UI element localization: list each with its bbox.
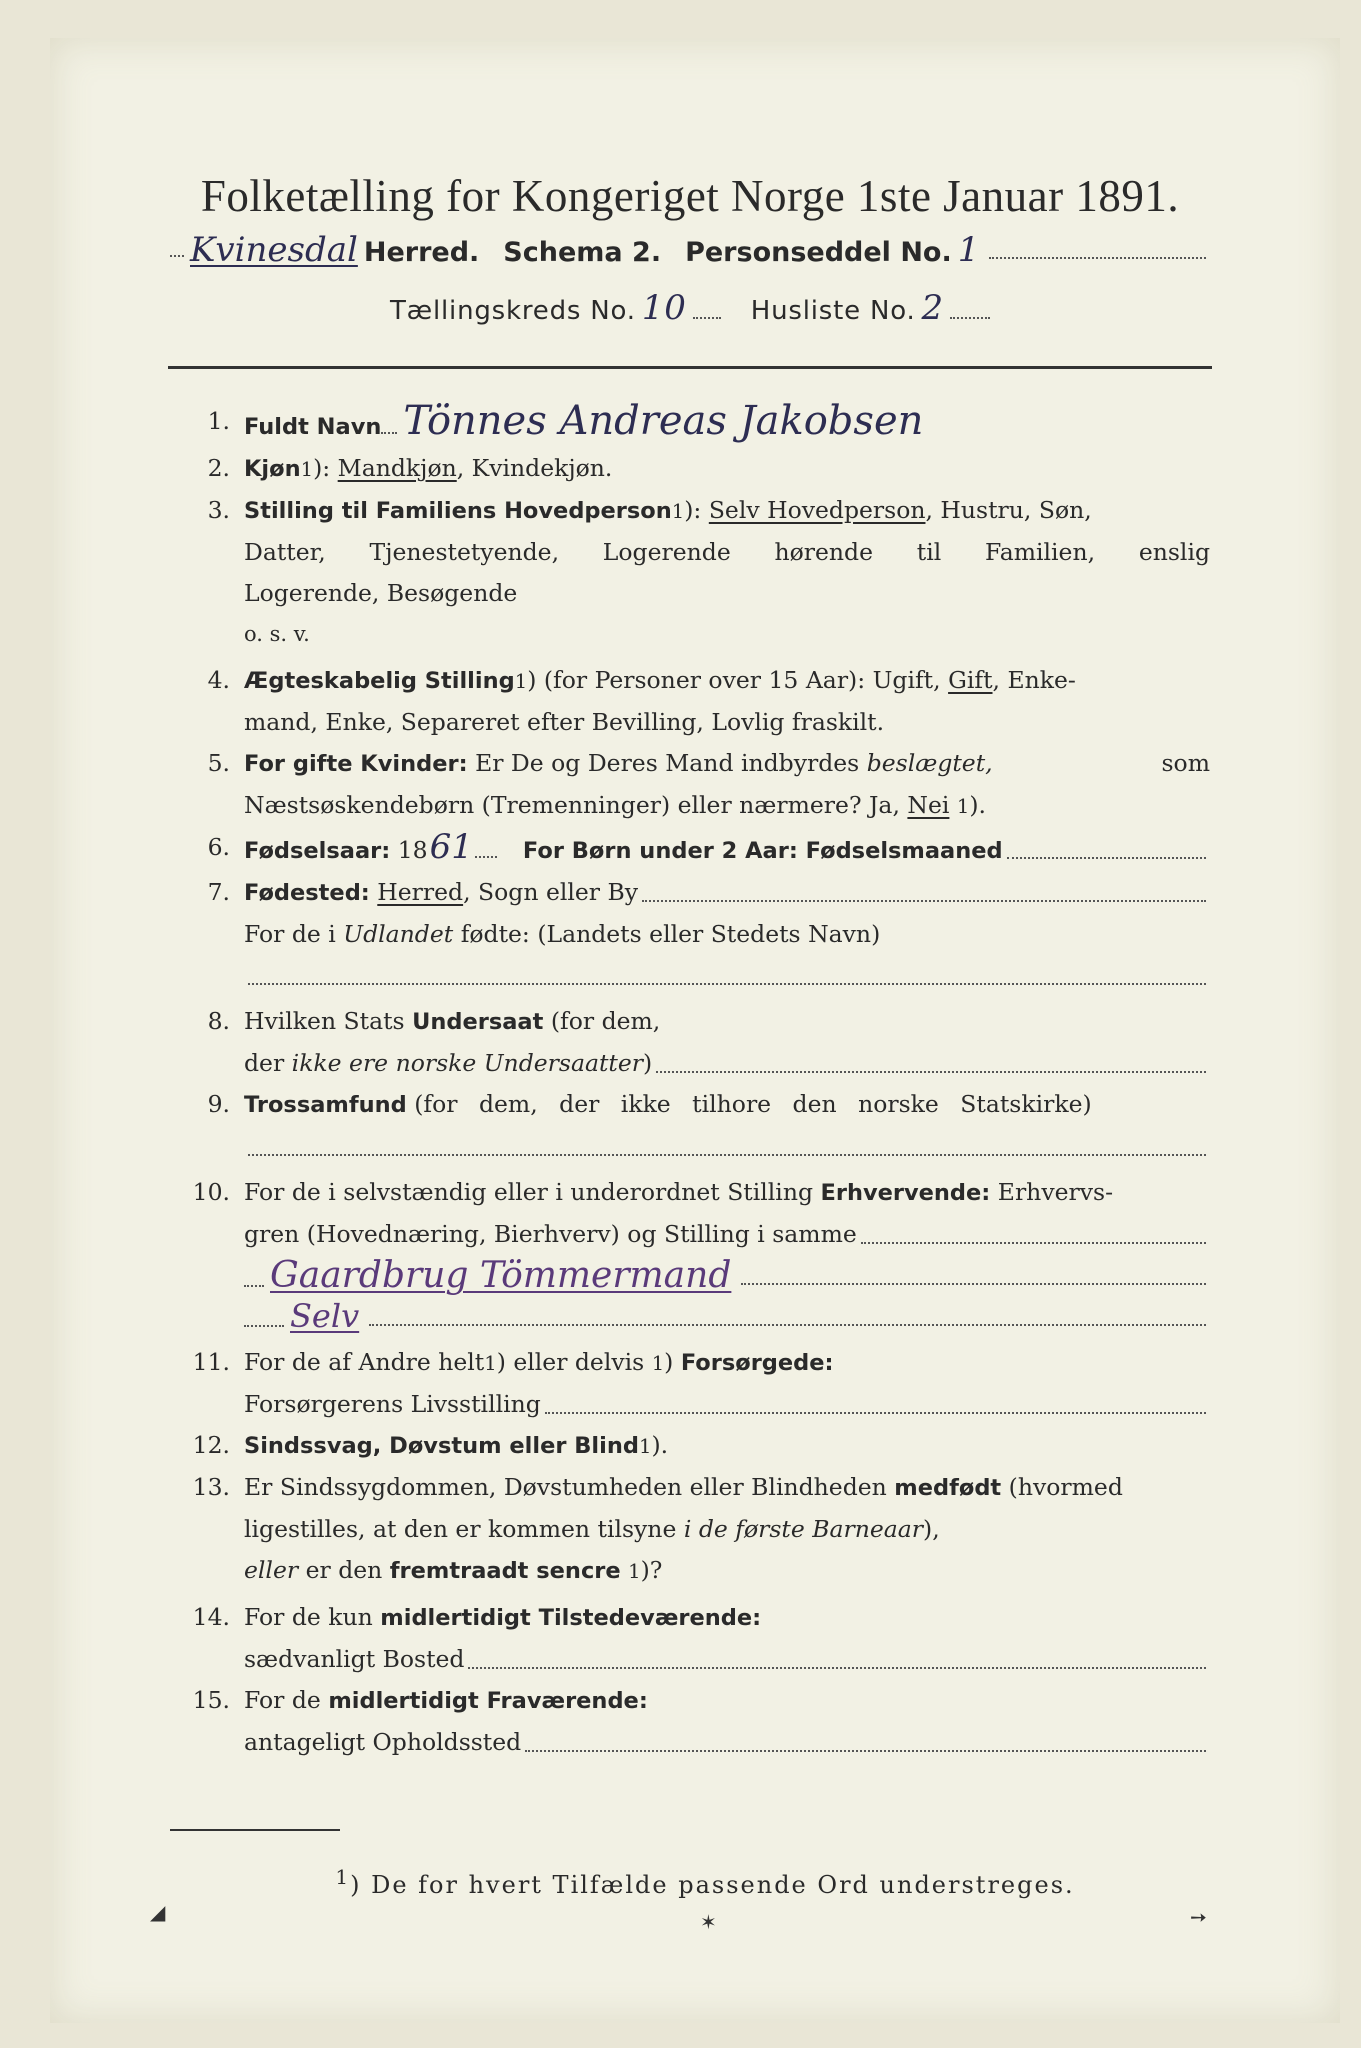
herred-label: Herred. [363,237,480,268]
schema-label: Schema 2. [503,237,662,268]
herred-value[interactable]: Kvinesdal [190,230,358,270]
personseddel-label: Personseddel No. [685,237,952,268]
position-selected[interactable]: Selv Hovedperson [708,496,926,524]
provider-field[interactable] [545,1412,1206,1414]
item-6: 6. Fødselsaar: 18 61 For Børn under 2 Aar: Fødselsmaaned [170,827,1210,872]
birthplace-selected[interactable]: Herred [377,878,464,906]
full-name-label: Fuldt Navn [244,414,382,440]
personseddel-value[interactable]: 1 [957,230,980,270]
sex-option-female[interactable]: , Kvindekjøn. [456,454,613,482]
birth-year-value[interactable]: 61 [429,827,473,867]
full-name-value[interactable]: Tönnes Andreas Jakobsen [403,398,924,444]
item-13: 13. Er Sindssygdommen, Døvstumheden eller Blindheden medfødt (hvormed ligestilles, at den er kommen tilsyne i de første Barneaar ), eller er den fremtraadt sencre 1 )? [192,1473,1123,1584]
occupation-status-value[interactable]: Selv [290,1297,360,1335]
birthplace-foreign-field[interactable] [248,983,1206,985]
item-14: 14. For de kun midlertidigt Tilstedeværende: sædvanligt Bosted [170,1597,1210,1680]
occupation-value[interactable]: Gaardbrug Tömmermand [270,1255,732,1296]
star-mark-icon: ✶ [700,1910,717,1934]
item-11: 11. For de af Andre helt 1 ) eller delvis 1 ) Forsørgede: Forsørgerens Livsstilling [170,1342,1210,1425]
item-15: 15. For de midlertidigt Fraværende: antageligt Opholdssted [170,1680,1210,1763]
religion-field[interactable] [248,1154,1206,1156]
footnote-divider [170,1829,340,1831]
form-title: Folketælling for Kongeriget Norge 1ste Januar 1891. [200,171,1180,221]
census-form [170,160,1210,1899]
item-10: 10. For de i selvstændig eller i underordnet Stilling Erhvervende: Erhvervs- gren (Hovednæring, Bierhverv) og Stilling i samme Gaardbrug Tömmermand Selv [170,1172,1210,1337]
item-7: 7. Fødested: Herred , Sogn eller By For de i Udlandet fødte: (Landets eller Stedets Navn) [170,872,1210,996]
item-4: 4. Ægteskabelig Stilling 1 ) (for Personer over 15 Aar): Ugift, Gift , Enke- mand, Enke, Separeret efter Bevilling, Lovlig fraskilt. [170,660,1210,743]
sex-option-male[interactable]: Mandkjøn [337,454,457,482]
corner-mark-icon: ◢ [150,1900,166,1924]
herred-line [170,230,1210,270]
arrow-mark-icon: ➙ [1190,1905,1207,1929]
marital-selected[interactable]: Gift [948,666,993,694]
item-8: 8. Hvilken Stats Undersaat (for dem, der ikke ere norske Undersaatter ) [170,1001,1210,1084]
item-2: 2. Kjøn 1 ): Mandkjøn , Kvindekjøn. [170,448,1210,490]
kreds-value[interactable]: 10 [641,288,687,328]
item-12: 12. Sindssvag, Døvstum eller Blind 1 ). [192,1431,669,1459]
item-5: 5. For gifte Kvinder: Er De og Deres Mand indbyrdes beslægtet, som Næstsøskendebørn (Tremenninger) eller nærmere? Ja, Nei 1 ). [170,743,1210,827]
husliste-value[interactable]: 2 [921,288,944,328]
item-1: 1. Fuldt Navn Tönnes Andreas Jakobsen [170,401,1210,448]
item-3: 3. Stilling til Familiens Hovedperson 1 ): Selv Hovedperson , Hustru, Søn, Datter, Tjenestetyende, Logerende hørende til Familien, enslig Logerende, Besøgende o. s. v. [170,490,1210,655]
related-selected[interactable]: Nei [907,791,950,819]
kreds-label: Tællingskreds No. [390,296,636,326]
header-divider [168,366,1212,369]
probable-residence-field[interactable] [525,1750,1206,1752]
footnote: $^1$) De for hvert Tilfælde passende Ord understreges. [335,1865,1075,1899]
citizenship-field[interactable] [656,1071,1206,1073]
kreds-line [170,288,1210,328]
husliste-label: Husliste No. [750,296,916,326]
usual-residence-field[interactable] [468,1667,1206,1669]
item-9: 9. Trossamfund (for dem, der ikke tilhore den norske Statskirke) [170,1084,1210,1167]
